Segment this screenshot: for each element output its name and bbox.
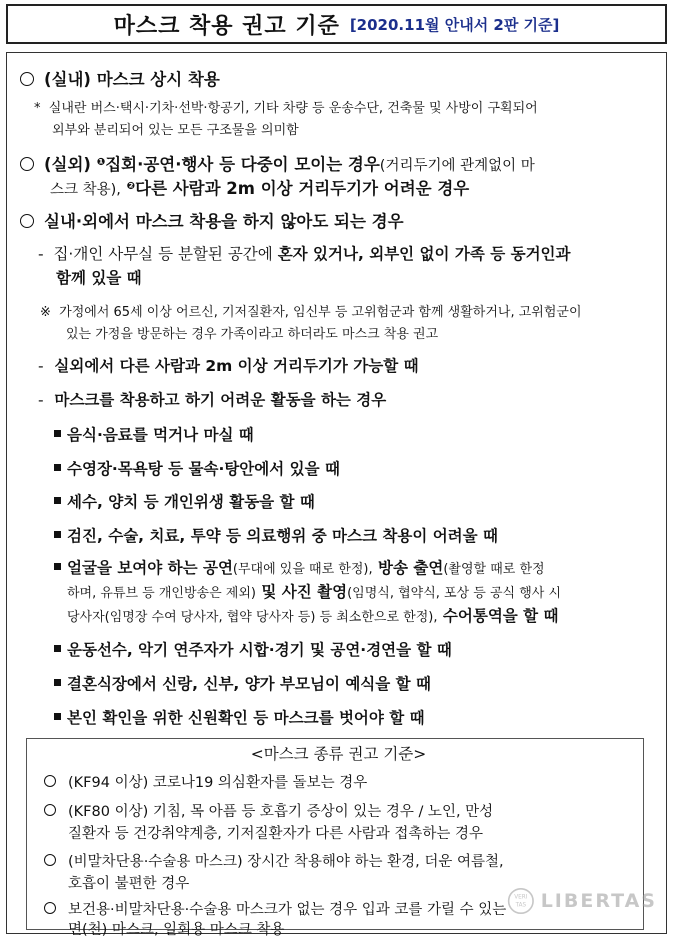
circle-bullet-icon — [44, 804, 56, 816]
indoor-note-line2: 외부와 분리되어 있는 모든 구조물을 의미함 — [52, 123, 299, 138]
circle-bullet-icon — [44, 775, 56, 787]
activity-item: 운동선수, 악기 연주자가 시합·경기 및 공연·경연을 할 때 — [54, 638, 452, 660]
activity-item: 세수, 양치 등 개인위생 활동을 할 때 — [54, 490, 315, 512]
indoor-note-line1: * 실내란 버스·택시·기차·선박·항공기, 기타 차량 등 운송수단, 건축물 및 사방이 구획되어 — [34, 101, 538, 116]
activity-item: 본인 확인을 위한 신원확인 등 마스크를 벗어야 할 때 — [54, 706, 425, 728]
mask-type-item: (KF94 이상) 코로나19 의심환자를 돌보는 경우 — [44, 771, 367, 792]
mask-type-item-cont: 호흡이 불편한 경우 — [68, 876, 190, 892]
activity-item: 결혼식장에서 신랑, 신부, 양가 부모님이 예식을 할 때 — [54, 672, 431, 694]
performance-line2: 하며, 유튜브 등 개인방송은 제외) 및 사진 촬영(임명식, 협약식, 포상 등 공식 행사 시 — [67, 583, 562, 601]
square-bullet-icon — [54, 563, 61, 570]
outdoor-line1: (실외) $^❶$집회·공연·행사 등 다중이 모이는 경우(거리두기에 관계없이 마 — [20, 151, 535, 175]
circle-bullet-icon — [44, 902, 56, 914]
exempt-item1-line2: 함께 있을 때 — [56, 269, 142, 287]
mask-type-item: 보건용·비말차단용·수술용 마스크가 없는 경우 입과 코를 가릴 수 있는 — [44, 898, 506, 919]
exempt-heading: 실내·외에서 마스크 착용을 하지 않아도 되는 경우 — [20, 208, 404, 232]
square-bullet-icon — [54, 713, 61, 720]
mask-type-item-cont: 면(천) 마스크, 일회용 마스크 착용 — [68, 922, 285, 938]
page-title: 마스크 착용 권고 기준 — [113, 13, 340, 39]
square-bullet-icon — [54, 645, 61, 652]
square-bullet-icon — [54, 497, 61, 504]
performance-line1: 얼굴을 보여야 하는 공연(무대에 있을 때로 한정), 방송 출연(촬영할 때로 한정 — [54, 556, 545, 578]
title-box — [6, 4, 667, 44]
exempt-item1-line1: - 집·개인 사무실 등 분할된 공간에 혼자 있거나, 외부인 없이 가족 등 동거인과 — [38, 245, 571, 263]
exempt-item3: - 마스크를 착용하고 하기 어려운 활동을 하는 경우 — [38, 391, 387, 409]
mask-types-heading: <마스크 종류 권고 기준> — [250, 745, 427, 763]
watermark-text: LIBERTAS — [540, 890, 657, 912]
badge-top-text: VERI — [514, 894, 528, 901]
square-bullet-icon — [54, 531, 61, 538]
mask-type-item: (비말차단용·수술용 마스크) 장시간 착용해야 하는 환경, 더운 여름철, — [44, 850, 504, 871]
reference-line2: 있는 가정을 방문하는 경우 가족이라고 하더라도 마스크 착용 권고 — [66, 327, 439, 342]
title-edition: [2020.11월 안내서 2판 기준] — [349, 15, 560, 34]
watermark — [507, 876, 657, 926]
performance-line3: 당사자(임명장 수여 당사자, 협약 당사자 등) 등 최소한으로 한정), 수어통역을 할 때 — [67, 607, 559, 625]
outdoor-line2: 스크 착용), $^❷$다른 사람과 2m 이상 거리두기가 어려운 경우 — [50, 179, 470, 198]
circle-bullet-icon — [20, 214, 34, 228]
exempt-item2: - 실외에서 다른 사람과 2m 이상 거리두기가 가능할 때 — [38, 357, 419, 375]
activity-item: 검진, 수술, 치료, 투약 등 의료행위 중 마스크 착용이 어려울 때 — [54, 524, 498, 546]
square-bullet-icon — [54, 430, 61, 437]
reference-line1: ※ 가정에서 65세 이상 어르신, 기저질환자, 임신부 등 고위험군과 함께 생활하거나, 고위험군이 — [40, 305, 582, 320]
activity-item: 음식·음료를 먹거나 마실 때 — [54, 423, 254, 445]
mask-type-item: (KF80 이상) 기침, 목 아픔 등 호흡기 증상이 있는 경우 / 노인, 만성 — [44, 800, 493, 821]
square-bullet-icon — [54, 679, 61, 686]
veritas-badge-icon — [507, 884, 535, 918]
circle-bullet-icon — [44, 854, 56, 866]
indoor-heading: (실내) 마스크 상시 착용 — [20, 66, 220, 90]
mask-type-item-cont: 질환자 등 건강취약계층, 기저질환자가 다른 사람과 접촉하는 경우 — [68, 826, 484, 842]
circle-bullet-icon — [20, 157, 34, 171]
square-bullet-icon — [54, 464, 61, 471]
badge-bottom-text: TAS — [515, 902, 527, 909]
circle-bullet-icon — [20, 72, 34, 86]
activity-item: 수영장·목욕탕 등 물속·탕안에서 있을 때 — [54, 457, 340, 479]
